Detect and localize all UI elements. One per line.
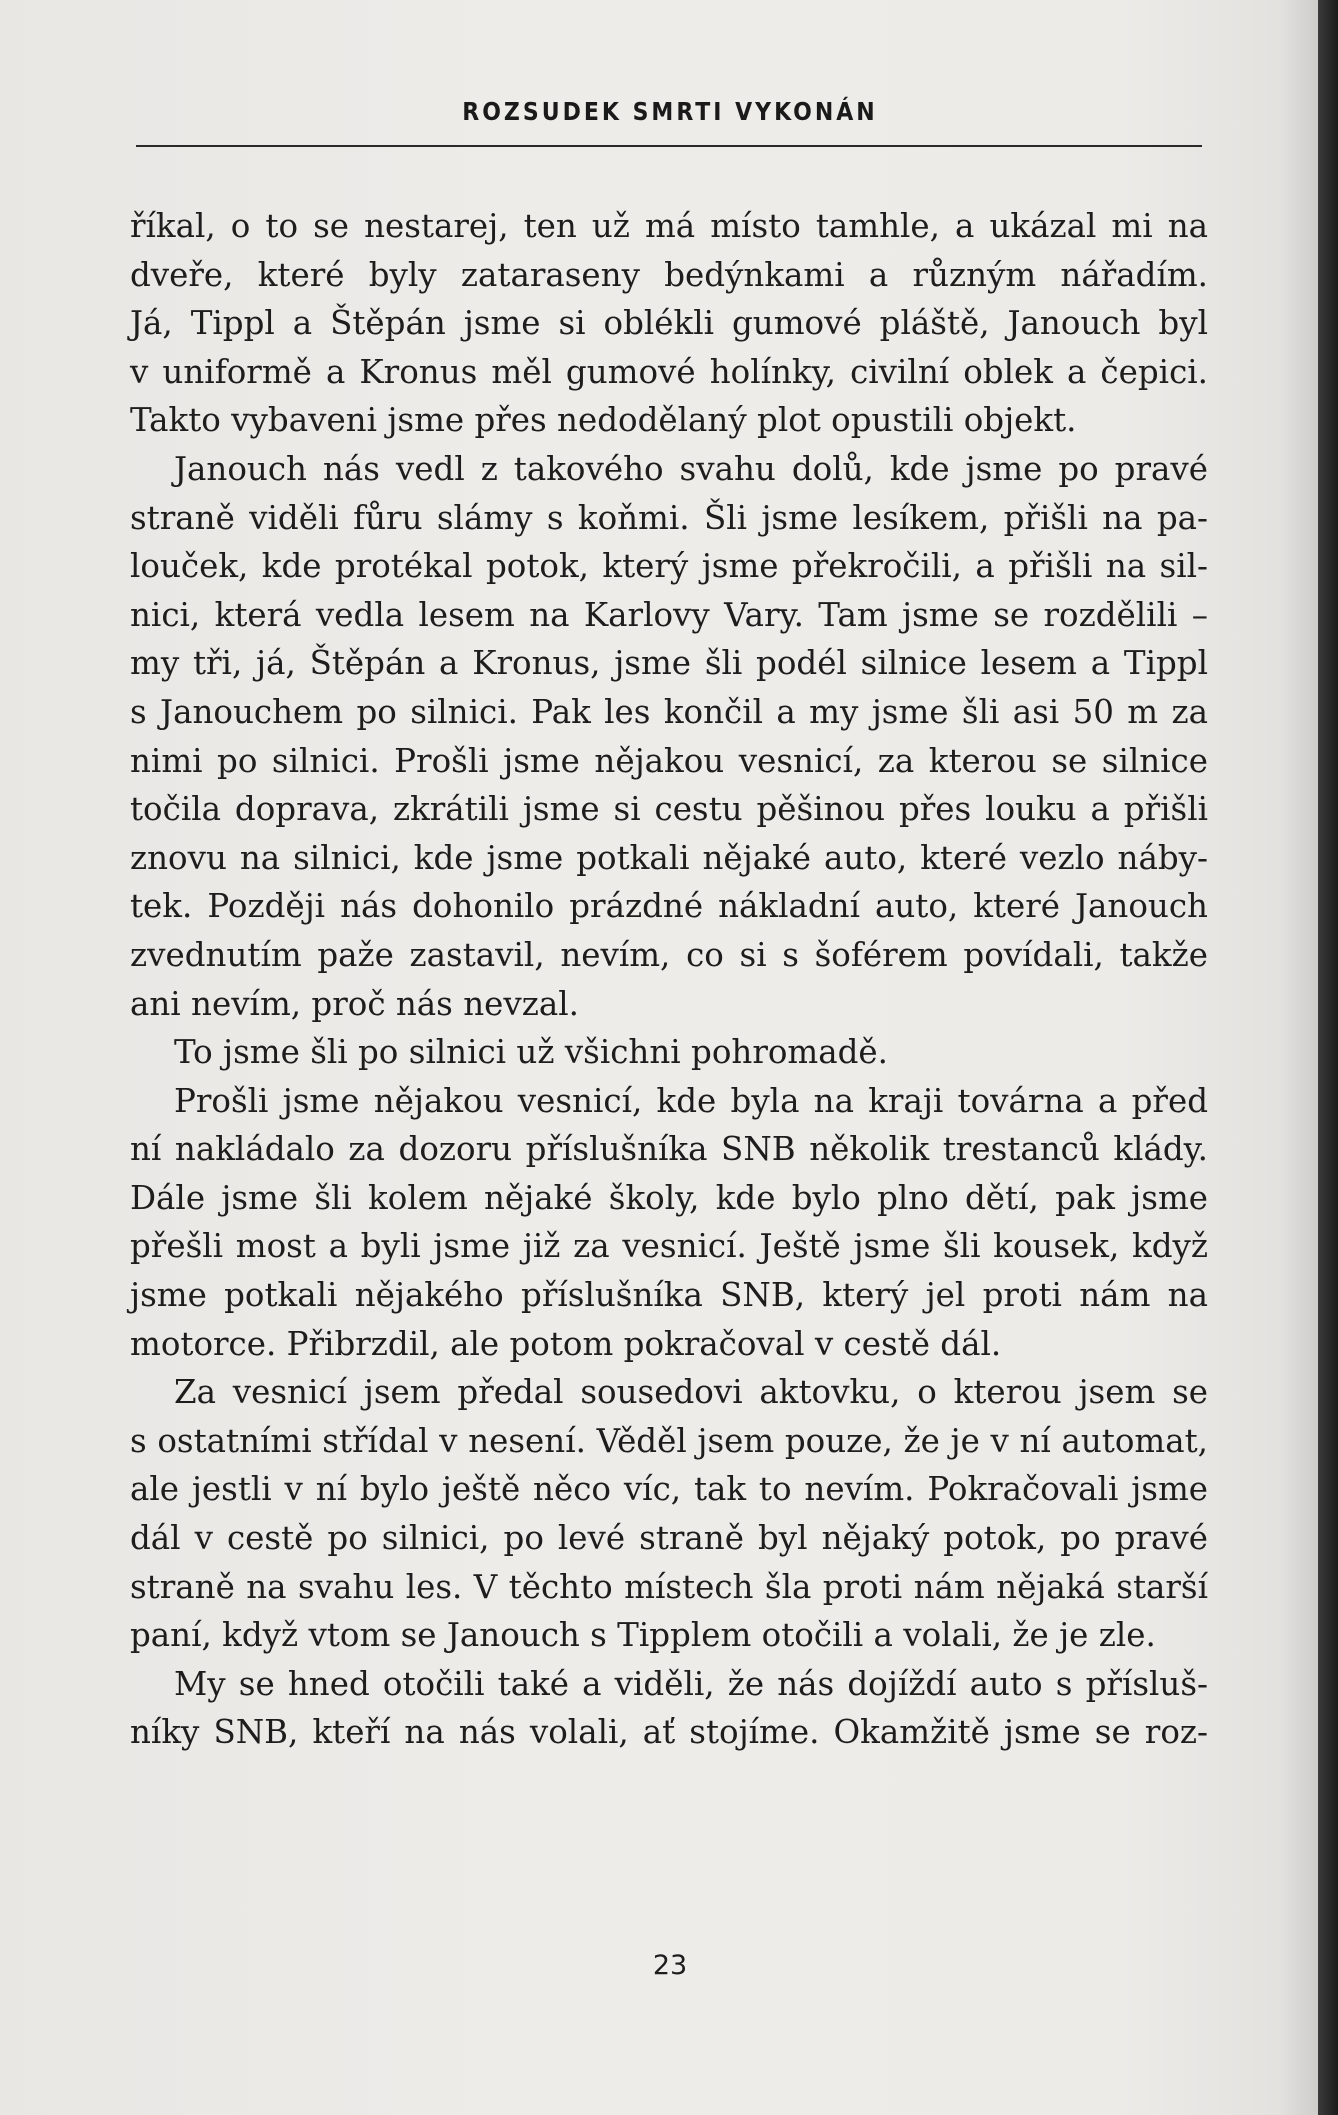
text-line: louček, kde protékal potok, který jsme překročili, a přišli na sil-	[130, 547, 1208, 586]
text-line: Já, Tippl a Štěpán jsme si oblékli gumové pláště, Janouch byl	[130, 304, 1208, 343]
text-line: nimi po silnici. Prošli jsme nějakou vesnicí, za kterou se silnice	[130, 741, 1208, 780]
text-line: říkal, o to se nestarej, ten už má místo tamhle, a ukázal mi na	[130, 207, 1208, 245]
text-line: znovu na silnici, kde jsme potkali nějaké auto, které vezlo náby-	[130, 838, 1208, 877]
text-line: Dále jsme šli kolem nějaké školy, kde bylo plno dětí, pak jsme	[130, 1178, 1208, 1217]
text-line: dveře, které byly zataraseny bedýnkami a různým nářadím.	[130, 255, 1208, 294]
text-line: ale jestli v ní bylo ještě něco víc, tak to nevím. Pokračovali jsme	[130, 1470, 1208, 1509]
text-line: tek. Později nás dohonilo prázdné nákladní auto, které Janouch	[130, 887, 1208, 926]
header-rule	[136, 145, 1202, 147]
text-line: ani nevím, proč nás nevzal.	[130, 984, 579, 1023]
text-line: my tři, já, Štěpán a Kronus, jsme šli podél silnice lesem a Tippl	[130, 644, 1208, 683]
text-line: ní nakládalo za dozoru příslušníka SNB několik trestanců klády.	[130, 1130, 1208, 1169]
text-line: točila doprava, zkrátili jsme si cestu pěšinou přes louku a přišli	[130, 790, 1208, 829]
page-number: 23	[652, 1950, 688, 1981]
text-line: Prošli jsme nějakou vesnicí, kde byla na kraji továrna a před	[174, 1081, 1208, 1120]
text-line: níky SNB, kteří na nás volali, ať stojíme. Okamžitě jsme se roz-	[130, 1713, 1208, 1752]
text-line: přešli most a byli jsme již za vesnicí. Ještě jsme šli kousek, když	[130, 1227, 1208, 1266]
running-head: ROZSUDEK SMRTI VYKONÁN	[462, 98, 878, 127]
text-line: straně na svahu les. V těchto místech šla proti nám nějaká starší	[130, 1567, 1208, 1606]
text-line: s ostatními střídal v nesení. Věděl jsem pouze, že je v ní automat,	[130, 1421, 1208, 1460]
text-line: To jsme šli po silnici už všichni pohromadě.	[174, 1033, 888, 1072]
text-line: dál v cestě po silnici, po levé straně byl nějaký potok, po pravé	[130, 1519, 1208, 1558]
text-line: nici, která vedla lesem na Karlovy Vary. Tam jsme se rozdělili –	[130, 595, 1208, 634]
body-text	[130, 202, 1208, 1757]
text-line: straně viděli fůru slámy s koňmi. Šli jsme lesíkem, přišli na pa-	[130, 498, 1208, 537]
text-line: My se hned otočili také a viděli, že nás dojíždí auto s přísluš-	[174, 1664, 1208, 1703]
text-line: Janouch nás vedl z takového svahu dolů, kde jsme po pravé	[174, 449, 1208, 488]
text-line: zvednutím paže zastavil, nevím, co si s šoférem povídali, takže	[130, 935, 1208, 974]
text-line: motorce. Přibrzdil, ale potom pokračoval v cestě dál.	[130, 1324, 1002, 1363]
text-line: paní, když vtom se Janouch s Tipplem otočili a volali, že je zle.	[130, 1616, 1156, 1655]
book-spine-shadow	[1318, 0, 1338, 2115]
text-line: jsme potkali nějakého příslušníka SNB, který jel proti nám na	[130, 1276, 1208, 1315]
text-line: Takto vybaveni jsme přes nedodělaný plot opustili objekt.	[130, 401, 1077, 440]
text-line: s Janouchem po silnici. Pak les končil a my jsme šli asi 50 m za	[130, 692, 1208, 731]
text-line: Za vesnicí jsem předal sousedovi aktovku, o kterou jsem se	[174, 1373, 1208, 1412]
text-line: v uniformě a Kronus měl gumové holínky, civilní oblek a čepici.	[130, 352, 1208, 391]
